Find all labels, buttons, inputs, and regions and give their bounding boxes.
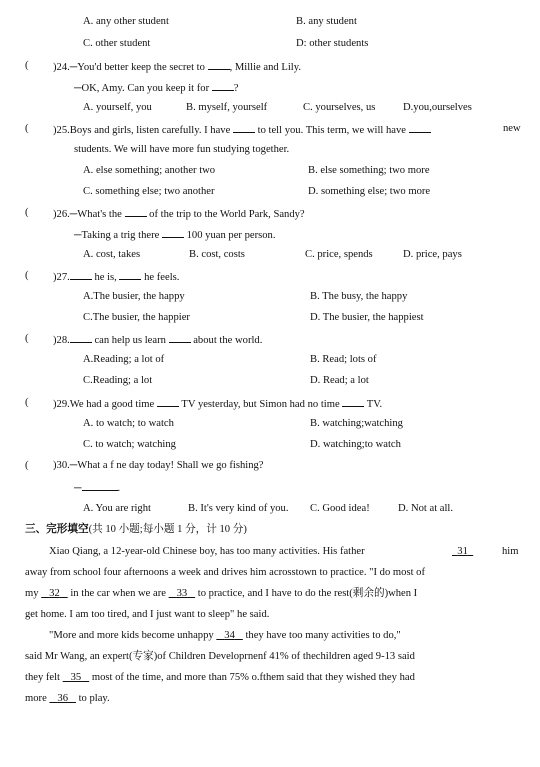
q29-option-c: C. to watch; watching (83, 439, 176, 450)
q27-text-3: he feels. (144, 272, 180, 283)
q30-option-b: B. It's very kind of you. (188, 503, 289, 514)
passage-text: Xiao Qiang, a 12-year-old Chinese boy, has too many activities. His father (49, 546, 365, 557)
q26-reply-pre: ─Taking a trig there (74, 230, 160, 241)
q26-blank-1 (125, 206, 147, 217)
q29-text-2: TV yesterday, but Simon had no time (181, 399, 340, 410)
q27-question (53, 269, 179, 284)
q30-reply-end: . (117, 483, 121, 494)
passage-p2-line1 (49, 629, 401, 642)
blank-31 (452, 545, 473, 558)
q26-option-d: D. price, pays (403, 249, 462, 260)
q25-answer-paren: ( (25, 123, 29, 134)
passage-p1-line1 (49, 545, 365, 558)
q29-question (53, 396, 382, 411)
q26-answer-paren: ( (25, 207, 29, 218)
q29-answer-paren: ( (25, 397, 29, 408)
q30-answer-paren: ( (25, 460, 29, 471)
q23-option-d: D: other students (296, 38, 369, 49)
passage-text: "More and more kids become unhappy (49, 630, 214, 641)
q24-answer-paren: ( (25, 60, 29, 71)
q26-text-post: of the trip to the World Park, Sandy? (149, 209, 305, 220)
q24-text-post: , Millie and Lily. (229, 62, 301, 73)
q30-option-d: D. Not at all. (398, 503, 454, 514)
blank-36-value: 36 (57, 693, 68, 704)
q26-reply (74, 227, 275, 242)
q26-option-c: C. price, spends (305, 249, 373, 260)
passage-text: more (25, 693, 47, 704)
passage-text: my (25, 588, 39, 599)
q28-option-b: B. Read; lots of (310, 354, 377, 365)
q24-text-pre: )24.─You'd better keep the secret to (53, 62, 205, 73)
passage-text: they have too many activities to do," (245, 630, 401, 641)
q24-option-c: C. yourselves, us (303, 102, 376, 113)
blank-33 (169, 588, 196, 599)
blank-31-value: 31 (457, 546, 468, 557)
q25-text-3: new (503, 123, 521, 134)
q24-question (53, 59, 301, 74)
q24-option-a: A. yourself, you (83, 102, 152, 113)
q27-option-b: B. The busy, the happy (310, 291, 408, 302)
q28-option-c: C.Reading; a lot (83, 375, 153, 386)
q25-option-b: B. else something; two more (308, 165, 430, 176)
blank-35-value: 35 (70, 672, 82, 683)
q30-question: )30.─What a f ne day today! Shall we go fishing? (53, 460, 264, 471)
passage-p2-line2: said Mr Wang, an expert(专家)of Children Developrnenf 41% of thechildren aged 9-13 said (25, 651, 415, 662)
q27-blank-2 (119, 269, 141, 280)
q24-option-d: D.you,ourselves (403, 102, 472, 113)
blank-34 (216, 630, 243, 641)
q29-text-1: )29.We had a good time (53, 399, 155, 410)
q28-text-1: )28. (53, 335, 70, 346)
q29-option-a: A. to watch; to watch (83, 418, 174, 429)
passage-p1-line2: away from school four afternoons a week and drives him acrosstown to practice. "I do most of (25, 567, 426, 578)
q27-option-c: C.The busier, the happier (83, 312, 190, 323)
q25-option-d: D. something else; two more (308, 186, 431, 197)
q29-text-3: TV. (366, 399, 383, 410)
q25-text-2: to tell you. This term, we will have (257, 125, 407, 136)
q25-blank-1 (233, 122, 255, 133)
q28-text-2: can help us learn (94, 335, 166, 346)
q29-blank-2 (342, 396, 364, 407)
q30-option-a: A. You are right (83, 503, 151, 514)
q25-option-c: C. something else; two another (83, 186, 215, 197)
passage-p1-line3 (25, 587, 417, 600)
blank-31-number (452, 546, 473, 557)
q27-option-a: A.The busier, the happy (83, 291, 185, 302)
q25-option-a: A. else something; another two (83, 165, 216, 176)
q24-reply-post: ? (233, 83, 239, 94)
q26-option-b: B. cost, costs (189, 249, 245, 260)
q24-reply-pre: ─OK, Amy. Can you keep it for (74, 83, 210, 94)
passage-p2-line3 (25, 671, 415, 684)
q24-blank-2 (212, 80, 234, 91)
q29-option-b: B. watching;watching (310, 418, 403, 429)
q28-question (53, 332, 262, 347)
passage-text: most of the time, and more than 75% o.fthem said that they wished they had (91, 672, 415, 683)
q28-option-d: D. Read; a lot (310, 375, 369, 386)
q23-option-c: C. other student (83, 38, 151, 49)
q29-option-d: D. watching;to watch (310, 439, 401, 450)
q23-option-a: A. any other student (83, 16, 169, 27)
q26-option-a: A. cost, takes (83, 249, 141, 260)
q25-question (53, 122, 431, 137)
q27-option-d: D. The busier, the happiest (310, 312, 424, 323)
blank-35 (63, 672, 90, 683)
section3-heading (25, 523, 247, 536)
q28-blank-1 (70, 332, 92, 343)
passage-text: they felt (25, 672, 61, 683)
q24-option-b: B. myself, yourself (186, 102, 268, 113)
blank-34-value: 34 (224, 630, 235, 641)
q28-blank-2 (169, 332, 191, 343)
q28-option-a: A.Reading; a lot of (83, 354, 165, 365)
q29-blank-1 (157, 396, 179, 407)
q26-question (53, 206, 305, 221)
passage-text: him (502, 546, 519, 557)
q28-text-3: about the world. (193, 335, 263, 346)
q30-reply (74, 480, 120, 495)
blank-32 (41, 588, 68, 599)
passage-p2-line4 (25, 692, 110, 705)
q27-text-1: )27. (53, 272, 70, 283)
section3-note: (共 10 小题;每小题 1 分，计 10 分) (88, 524, 247, 535)
passage-text: in the car when we are (70, 588, 166, 599)
q30-reply-dash: ─ (74, 483, 82, 494)
q25-question-cont: students. We will have more fun studying together. (74, 144, 290, 155)
q30-blank (82, 480, 118, 491)
q27-answer-paren: ( (25, 270, 29, 281)
blank-32-value: 32 (49, 588, 60, 599)
passage-text: to play. (78, 693, 110, 704)
blank-36 (49, 693, 76, 704)
q25-text-1: )25.Boys and girls, listen carefully. I have (53, 125, 231, 136)
q27-text-2: he is, (94, 272, 117, 283)
blank-33-value: 33 (176, 588, 188, 599)
q26-text-pre: )26.─What's the (53, 209, 122, 220)
section3-title: 三、完形填空 (25, 524, 89, 535)
passage-p1-line4: get home. I am too tired, and I just want to sleep" he said. (25, 609, 270, 620)
q24-blank-1 (208, 59, 230, 70)
q25-blank-2 (409, 122, 431, 133)
q26-blank-2 (162, 227, 184, 238)
q26-reply-post: 100 yuan per person. (186, 230, 276, 241)
q27-blank-1 (70, 269, 92, 280)
q24-reply (74, 80, 238, 95)
q30-option-c: C. Good idea! (310, 503, 370, 514)
q28-answer-paren: ( (25, 333, 29, 344)
q23-option-b: B. any student (296, 16, 357, 27)
passage-text: to practice, and I have to do the rest(剩余的)when I (197, 588, 418, 599)
